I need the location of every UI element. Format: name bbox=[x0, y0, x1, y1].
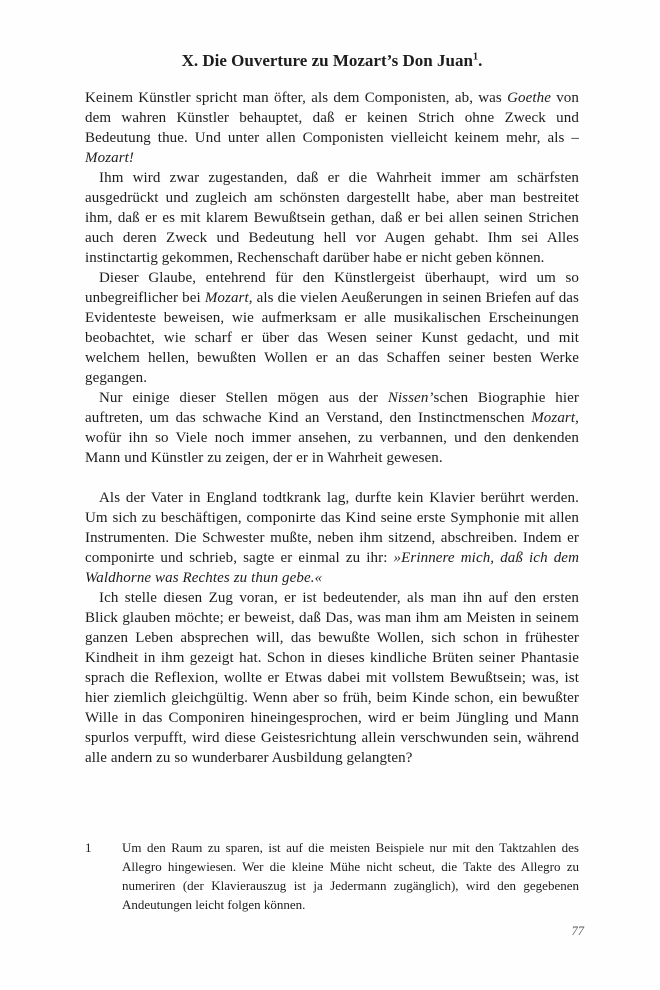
page-number: 77 bbox=[571, 924, 584, 938]
page-title-text: X. Die Ouverture zu Mozart’s Don Juan bbox=[181, 51, 473, 70]
paragraph bbox=[85, 268, 579, 388]
paragraph bbox=[85, 588, 579, 768]
footnote-text: Um den Raum zu sparen, ist auf die meisten Beispiele nur mit den Taktzahlen des Allegro hingewiesen. Wer die kleine Mühe nicht scheut, die Takte des Allegro zu numeriren (der Klavierauszug ist ja Jedermann zugänglich), wird den gegebenen Andeutungen leicht folgen können. bbox=[122, 840, 579, 912]
page-title bbox=[85, 50, 579, 72]
emphasized-text: Mozart, bbox=[531, 410, 579, 426]
text-segment: schen Biographie hier auftreten, um das schwache Kind an Verstand, den Instinctmenschen bbox=[85, 390, 579, 426]
text-segment: von dem wahren Künstler behauptet, daß er keinen Strich ohne Zweck und Bedeutung thue. Und unter allen Componisten vielleicht keinem mehr, als – bbox=[85, 90, 579, 146]
text-segment: wofür ihn so Viele noch immer ansehen, zu verbannen, und den denkenden Mann und Künstler zu zeigen, der er in Wahrheit gewesen. bbox=[85, 430, 579, 466]
text-segment: Keinem Künstler spricht man öfter, als dem Componisten, ab, was bbox=[85, 90, 508, 106]
text-segment: Als der Vater in England todtkrank lag, durfte kein Klavier berührt werden. Um sich zu beschäftigen, componirte das Kind seine erste Symphonie mit allen Instrumenten. Die Schwester mußte, neben ihm sitzend, abschreiben. Indem er componirte und schrieb, sagte er einmal zu ihr: bbox=[85, 490, 579, 566]
text-segment: als die vielen Aeußerungen in seinen Briefen auf das Evidenteste beweisen, wie aufmerksam er alle musikalischen Erscheinungen beobachtet, wie scharf er über das Wesen seiner Kunst gedacht, und mit welchem hellen, bewußten Wollen er an das Schaffen seiner besten Werke gegangen. bbox=[85, 290, 579, 386]
emphasized-text: »Erinnere mich, daß ich dem Waldhorne was Rechtes zu thun gebe.« bbox=[85, 550, 579, 586]
emphasized-text: Mozart! bbox=[85, 150, 135, 166]
footnote-marker: 1 bbox=[85, 840, 92, 855]
paragraph bbox=[85, 488, 579, 588]
text-segment: Ihm wird zwar zugestanden, daß er die Wahrheit immer am schärfsten ausgedrückt und zugleich am schönsten dargestellt habe, aber man bestreitet ihm, daß er es mit klarem Bewußtsein gethan, daß er bei allen seinen Strichen auch deren Zweck und Bedeutung hell vor Augen gehabt. Ihm sei Alles instinctartig gekommen, Rechenschaft darüber habe er nicht geben können. bbox=[85, 170, 579, 266]
footnote bbox=[85, 838, 579, 914]
text-segment: Ich stelle diesen Zug voran, er ist bedeutender, als man ihn auf den ersten Blick glauben möchte; er beweist, daß Das, was man ihm am Meisten in seinem ganzen Leben absprechen will, das bewußte Wollen, sich schon in frühester Kindheit in ihm gezeigt hat. Schon in dieses kindliche Brüten seiner Phantasie sprach die Reflexion, wollte er Etwas dabei mit vollstem Bewußtsein; was, ist hier ziemlich gleichgültig. Wenn aber so früh, beim Kinde schon, ein bewußter Wille in das Componiren hineingesprochen, wird er beim Jüngling und Mann spurlos verpufft, wird diese Geistesrichtung allein verschwunden sein, während alle andern zu so wunderbarer Ausbildung gelangten? bbox=[85, 590, 579, 766]
text-segment: Nur einige dieser Stellen mögen aus der bbox=[99, 390, 388, 406]
emphasized-text: Goethe bbox=[507, 90, 551, 106]
body-text bbox=[85, 88, 579, 768]
title-footnote-ref: 1 bbox=[472, 51, 479, 63]
page-title-period: . bbox=[478, 51, 483, 70]
emphasized-text: Nissen’ bbox=[387, 390, 434, 406]
paragraph bbox=[85, 168, 579, 268]
paragraph bbox=[85, 388, 579, 468]
paragraph bbox=[85, 88, 579, 168]
text-segment: Dieser Glaube, entehrend für den Künstlergeist überhaupt, wird um so unbegreiflicher bei bbox=[85, 270, 579, 306]
emphasized-text: Mozart, bbox=[204, 290, 253, 306]
